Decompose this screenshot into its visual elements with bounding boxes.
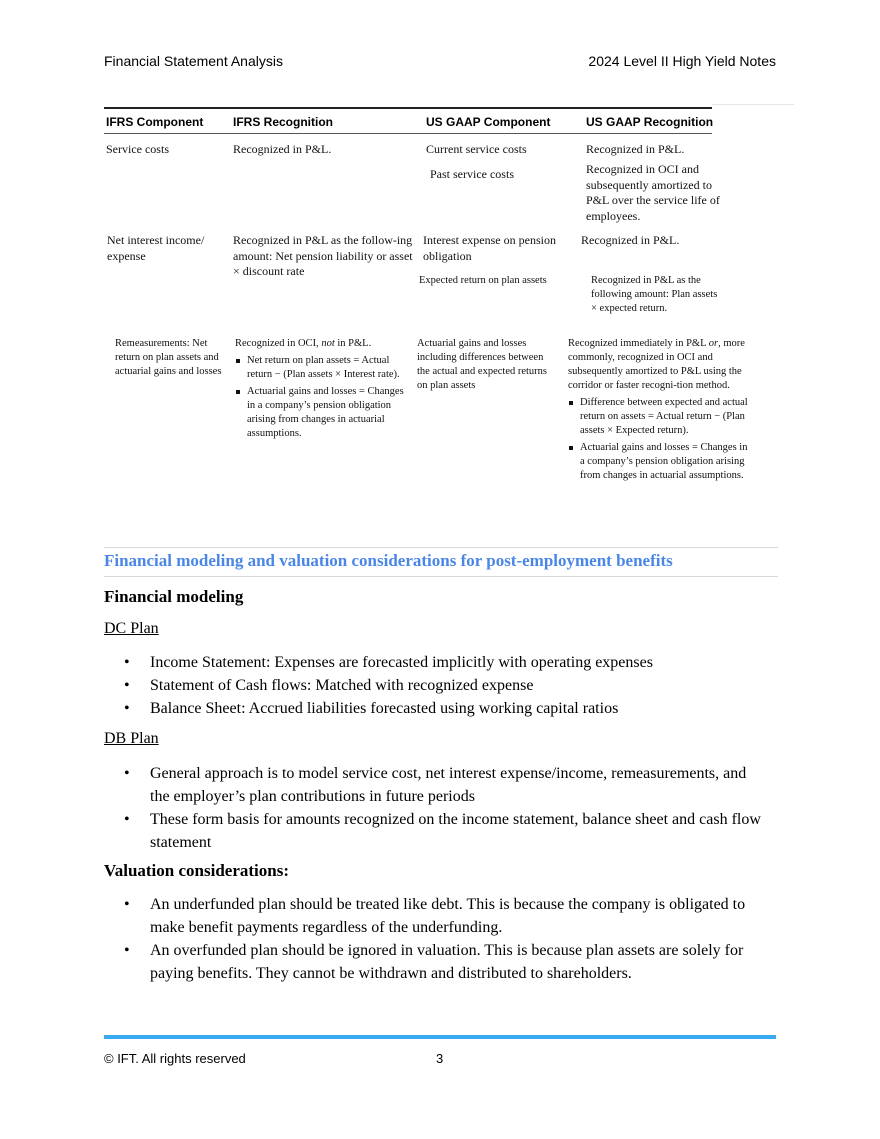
section-title: Financial modeling and valuation considerations for post-employment benefits <box>104 551 673 570</box>
row2-gaap-component-expected-return: Expected return on plan assets <box>419 275 547 286</box>
row3-ifrs-recognition-intro <box>235 337 411 351</box>
row3-gaap-intro-text: Recognized immediately in P&L <box>568 338 709 349</box>
valuation-heading: Valuation considerations: <box>104 861 289 880</box>
list-item: • Balance Sheet: Accrued liabilities forecasted using working capital ratios <box>104 697 764 720</box>
list-item: • Statement of Cash flows: Matched with recognized expense <box>104 674 764 697</box>
row2-ifrs-recognition: Recognized in P&L as the follow-ing amount: Net pension liability or asset × discount rate <box>233 233 413 278</box>
table-header-gaap-component: US GAAP Component <box>426 115 551 129</box>
financial-modeling-heading: Financial modeling <box>104 587 244 606</box>
footer-bar <box>104 1035 776 1039</box>
table-faint-rule <box>712 104 794 105</box>
valuation-list <box>104 893 764 985</box>
row3-ifrs-intro-tail: in P&L. <box>334 338 372 349</box>
row1-gaap-recognition-past: Recognized in OCI and subsequently amortized to P&L over the service life of employees. <box>586 162 720 223</box>
row2-gaap-component-interest: Interest expense on pension obligation <box>423 233 556 263</box>
row3-gaap-bullet-difference: Difference between expected and actual return on assets = Actual return − (Plan assets × Expected return). <box>568 396 752 438</box>
list-item: • An overfunded plan should be ignored in valuation. This is because plan assets are solely for paying benefits. They cannot be withdrawn and distributed to shareholders. <box>104 939 764 985</box>
header-right-title: 2024 Level II High Yield Notes <box>588 53 776 69</box>
row2-gaap-recognition-expected-return: Recognized in P&L as the following amount: Plan assets × expected return. <box>591 275 718 314</box>
section-rule-bottom <box>104 576 778 577</box>
row3-ifrs-intro-emphasis: not <box>321 338 335 349</box>
row3-ifrs-bullet-net-return: Net return on plan assets = Actual return − (Plan assets × Interest rate). <box>235 354 411 382</box>
row2-gaap-recognition-interest: Recognized in P&L. <box>581 233 680 247</box>
row3-gaap-recognition-intro <box>568 337 752 393</box>
row3-ifrs-bullet-actuarial: Actuarial gains and losses = Changes in a company’s pension obligation arising from changes in actuarial assumptions. <box>235 385 411 441</box>
table-header-rule <box>104 133 712 134</box>
row1-gaap-component-past: Past service costs <box>430 167 514 181</box>
row3-ifrs-recognition <box>235 337 411 444</box>
list-item: • These form basis for amounts recognized on the income statement, balance sheet and cash flow statement <box>104 808 764 854</box>
header-left-title: Financial Statement Analysis <box>104 53 283 69</box>
row3-gaap-intro-emphasis: or <box>708 338 719 349</box>
dc-plan-heading: DC Plan <box>104 620 159 637</box>
list-item: • Income Statement: Expenses are forecasted implicitly with operating expenses <box>104 651 764 674</box>
section-rule-top <box>104 547 778 548</box>
footer-copyright: © IFT. All rights reserved <box>104 1051 246 1066</box>
table-header-gaap-recognition: US GAAP Recognition <box>586 115 714 129</box>
row3-gaap-component: Actuarial gains and losses including differences between the actual and expected returns on plan assets <box>417 338 548 391</box>
db-plan-list <box>104 762 764 854</box>
table-top-rule <box>104 107 712 109</box>
row1-ifrs-component: Service costs <box>106 142 169 156</box>
list-item: • An underfunded plan should be treated like debt. This is because the company is obligated to make benefit payments regardless of the underfunding. <box>104 893 764 939</box>
row2-ifrs-component: Net interest income/ expense <box>107 233 205 263</box>
row1-gaap-recognition-current: Recognized in P&L. <box>586 142 685 156</box>
dc-plan-list <box>104 651 764 720</box>
db-plan-heading: DB Plan <box>104 730 159 747</box>
table-header-ifrs-recognition: IFRS Recognition <box>233 115 333 129</box>
row3-ifrs-intro-text: Recognized in OCI, <box>235 338 322 349</box>
row3-gaap-recognition <box>568 337 752 486</box>
row3-ifrs-component: Remeasurements: Net return on plan assets and actuarial gains and losses <box>115 338 222 377</box>
row3-gaap-bullet-actuarial: Actuarial gains and losses = Changes in a company’s pension obligation arising from changes in actuarial assumptions. <box>568 441 752 483</box>
list-item: • General approach is to model service cost, net interest expense/income, remeasurements, and the employer’s plan contributions in future periods <box>104 762 764 808</box>
table-header-ifrs-component: IFRS Component <box>106 115 204 129</box>
row1-gaap-component-current: Current service costs <box>426 142 527 156</box>
row3-gaap-intro-tail: , more commonly, recognized in OCI and subsequently amortized to P&L using the corridor or faster recogni-tion method. <box>568 338 745 391</box>
footer-page-number: 3 <box>436 1051 444 1066</box>
row1-ifrs-recognition: Recognized in P&L. <box>233 142 332 156</box>
